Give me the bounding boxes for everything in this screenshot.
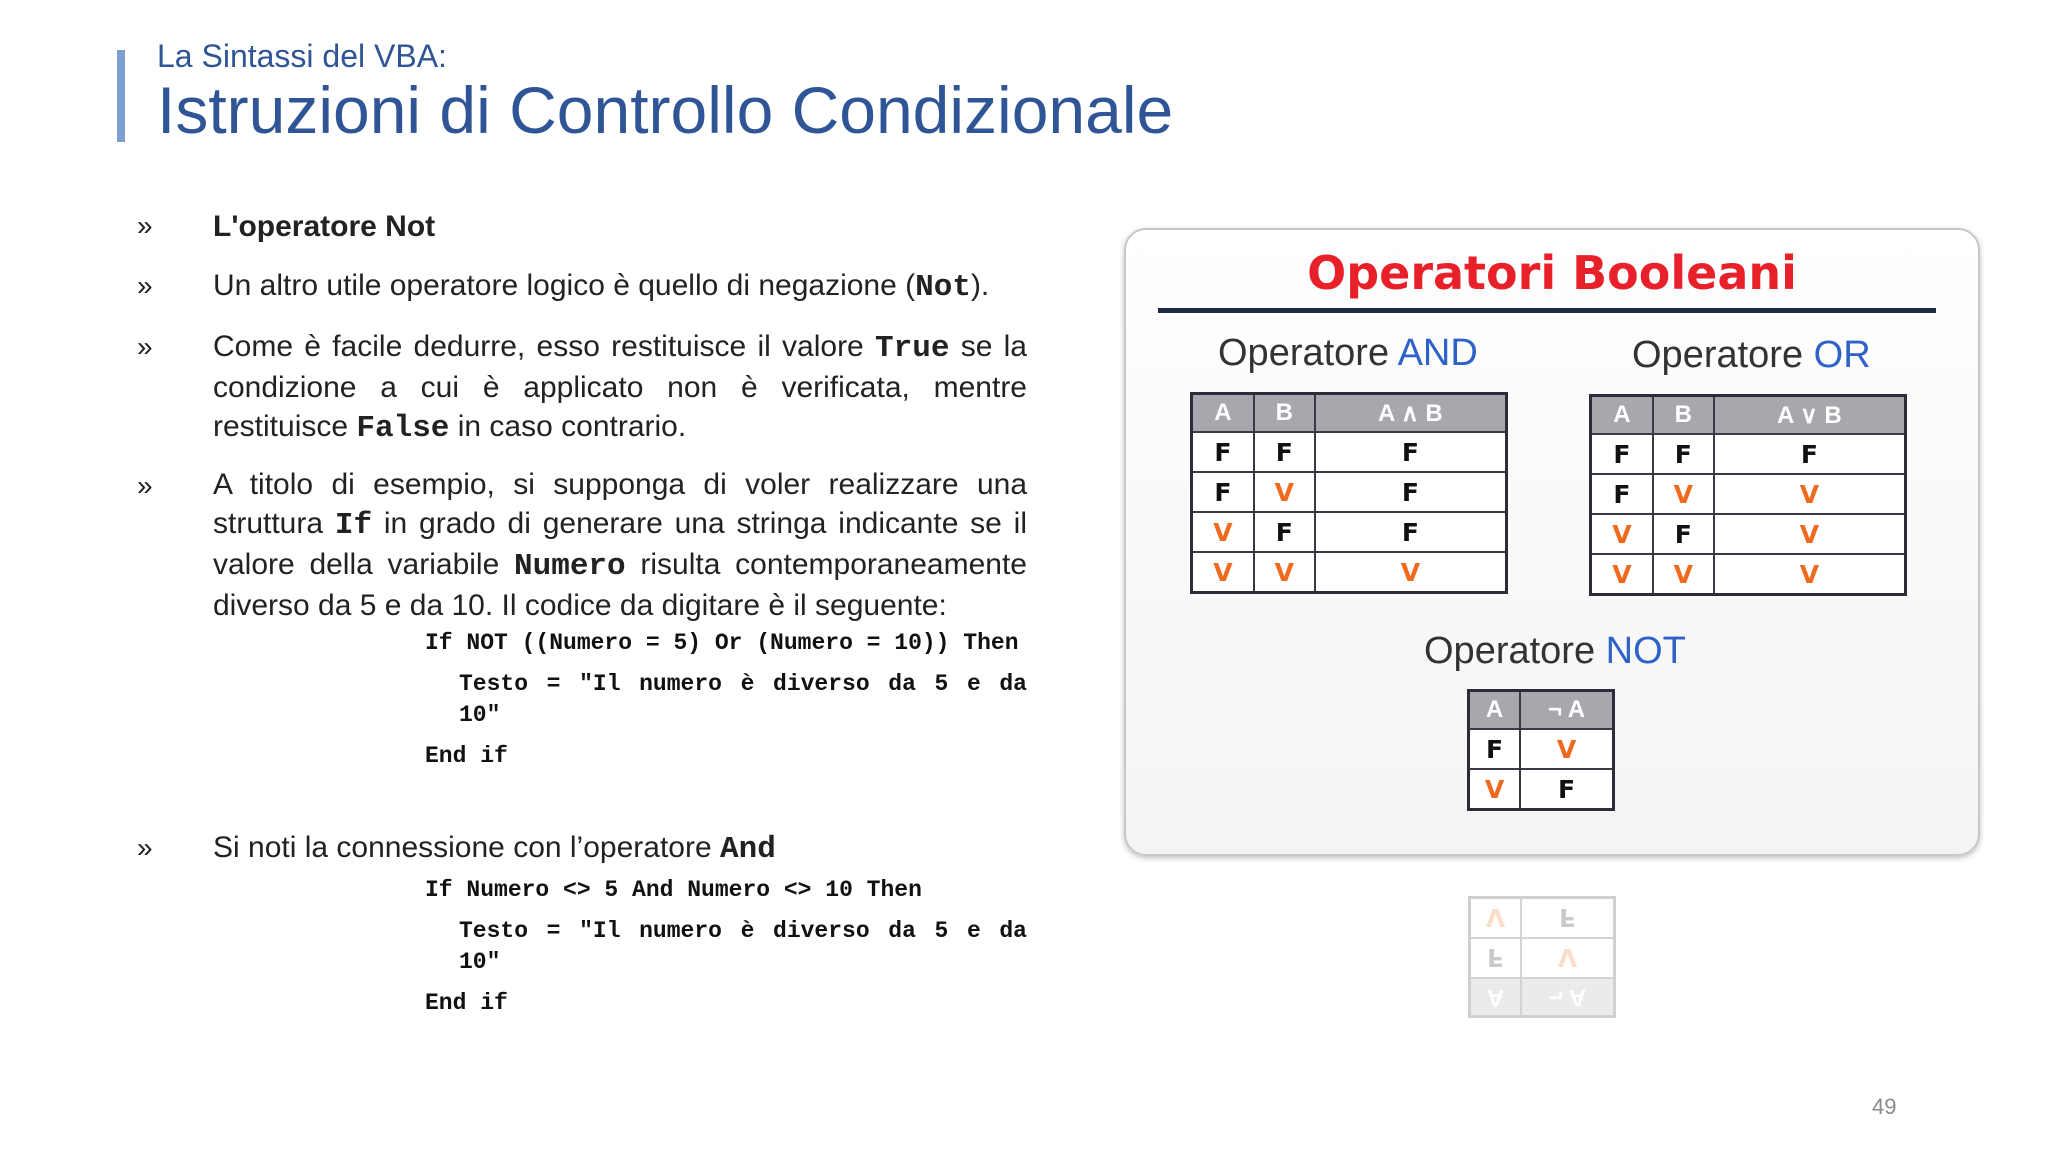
truth-table-header: ¬ A — [1521, 978, 1614, 1017]
truth-table-cell: V — [1591, 514, 1653, 554]
truth-table-cell: V — [1192, 512, 1254, 552]
label-keyword: AND — [1397, 332, 1478, 374]
code-line: Testo = "Il numero è diverso da 5 e da 10" — [459, 918, 1027, 975]
truth-table-cell: V — [1192, 552, 1254, 593]
truth-table-cell: V — [1714, 554, 1906, 595]
bullet-example — [213, 465, 1027, 625]
keyword-false: False — [356, 411, 450, 446]
bullet-not-intro — [213, 266, 1027, 307]
truth-table-cell: F — [1315, 432, 1507, 472]
bullet-marker: » — [137, 270, 153, 301]
bullet-marker: » — [137, 210, 153, 241]
truth-table-cell: V — [1254, 552, 1315, 593]
and-operator-label — [1218, 332, 1478, 375]
reflected-truth-table — [1468, 896, 1616, 1018]
truth-table-cell: V — [1591, 554, 1653, 595]
truth-table-cell: F — [1653, 434, 1714, 474]
keyword-not: Not — [915, 270, 971, 305]
truth-table-header-row — [1192, 394, 1507, 433]
heading-text: L'operatore Not — [213, 210, 436, 243]
truth-table-header: B — [1254, 394, 1315, 433]
truth-table-row — [1469, 769, 1614, 810]
truth-table-cell: F — [1315, 512, 1507, 552]
truth-table-cell: F — [1254, 512, 1315, 552]
bullet-marker: » — [137, 331, 153, 362]
figure-divider — [1158, 308, 1936, 313]
truth-table-cell: V — [1714, 514, 1906, 554]
truth-table-row — [1591, 514, 1906, 554]
label-keyword: OR — [1813, 334, 1871, 376]
truth-table-cell: V — [1470, 898, 1522, 939]
bullet-and-connection — [213, 828, 1027, 869]
code-block-not — [425, 628, 1027, 772]
bullet-marker: » — [137, 470, 153, 501]
truth-table-header: A ∧ B — [1315, 394, 1507, 433]
truth-table-cell: F — [1714, 434, 1906, 474]
truth-table-row — [1591, 434, 1906, 474]
truth-table-cell: V — [1520, 729, 1613, 769]
truth-table-cell: F — [1192, 472, 1254, 512]
truth-table-cell: V — [1315, 552, 1507, 593]
page-number: 49 — [1872, 1094, 1897, 1119]
label-text: Operatore — [1632, 334, 1814, 376]
truth-table-row — [1192, 432, 1507, 472]
figure-title: Operatori Booleani — [1307, 246, 1797, 300]
keyword-and: And — [719, 832, 776, 867]
truth-table-cell: F — [1591, 434, 1653, 474]
code-line: End if — [425, 743, 508, 769]
title-accent-bar — [117, 50, 125, 142]
truth-table-cell: F — [1653, 514, 1714, 554]
truth-table-cell: V — [1254, 472, 1315, 512]
keyword-true: True — [875, 331, 950, 366]
slide-title: Istruzioni di Controllo Condizionale — [157, 73, 1174, 147]
not-operator-label — [1424, 630, 1686, 673]
truth-table-cell: F — [1521, 898, 1614, 939]
keyword-numero: Numero — [514, 549, 626, 584]
truth-table-header: A ∨ B — [1714, 396, 1906, 435]
label-keyword: NOT — [1605, 630, 1686, 672]
text-run: in caso contrario. — [449, 410, 687, 443]
boolean-operators-figure — [1124, 228, 1980, 856]
not-truth-table — [1467, 689, 1615, 811]
truth-table-cell: F — [1315, 472, 1507, 512]
truth-table-cell: F — [1520, 769, 1613, 810]
truth-table-header: A — [1591, 396, 1653, 435]
truth-table-row — [1192, 552, 1507, 593]
bullet-not-explanation — [213, 327, 1027, 448]
or-truth-table — [1589, 394, 1907, 596]
truth-table-row — [1591, 554, 1906, 595]
text-run: Un altro utile operatore logico è quello di negazione ( — [213, 269, 916, 302]
truth-table-header: A — [1192, 394, 1254, 433]
truth-table-cell: F — [1470, 938, 1522, 978]
text-run: A titolo di esempio, si supponga di voler realizzare una struttura — [213, 468, 1027, 540]
bullet-marker: » — [137, 832, 153, 863]
truth-table-cell: F — [1254, 432, 1315, 472]
text-run: risulta contemporaneamente diverso da 5 e da 10. Il codice da digitare è il seguente: — [213, 548, 1027, 622]
truth-table-cell: V — [1653, 474, 1714, 514]
truth-table-row — [1591, 474, 1906, 514]
truth-table-row — [1470, 898, 1615, 939]
truth-table-row — [1470, 938, 1615, 978]
truth-table-header-row — [1469, 691, 1614, 730]
truth-table-header-row — [1470, 978, 1615, 1017]
code-line: End if — [425, 990, 508, 1016]
truth-table-cell: V — [1714, 474, 1906, 514]
truth-table-header: A — [1469, 691, 1521, 730]
keyword-if: If — [334, 508, 373, 543]
label-text: Operatore — [1218, 332, 1398, 374]
truth-table-cell: V — [1521, 938, 1614, 978]
or-operator-label — [1632, 334, 1871, 377]
truth-table-row — [1192, 472, 1507, 512]
truth-table-header: ¬ A — [1520, 691, 1613, 730]
text-run: Si noti la connessione con l’operatore — [213, 831, 720, 864]
truth-table-header: A — [1470, 978, 1522, 1017]
not-table-reflection — [1468, 896, 1616, 1011]
text-run: ). — [970, 269, 990, 302]
truth-table-header-row — [1591, 396, 1906, 435]
bullet-not-heading — [213, 207, 1027, 246]
truth-table-header: B — [1653, 396, 1714, 435]
code-line: If NOT ((Numero = 5) Or (Numero = 10)) Then — [425, 630, 1019, 656]
truth-table-cell: V — [1469, 769, 1521, 810]
text-run: se la condizione a cui è applicato non è verificata, mentre restituisce — [213, 330, 1027, 443]
label-text: Operatore — [1424, 630, 1606, 672]
truth-table-cell: F — [1591, 474, 1653, 514]
text-run: in grado di generare una stringa indicante se il valore della variabile — [213, 507, 1027, 581]
truth-table-cell: V — [1653, 554, 1714, 595]
and-truth-table — [1190, 392, 1508, 594]
truth-table-cell: F — [1192, 432, 1254, 472]
code-block-and — [425, 875, 1027, 1019]
code-line: If Numero <> 5 And Numero <> 10 Then — [425, 877, 922, 903]
code-line: Testo = "Il numero è diverso da 5 e da 10" — [459, 671, 1027, 728]
truth-table-cell: F — [1469, 729, 1521, 769]
truth-table-row — [1192, 512, 1507, 552]
text-run: Come è facile dedurre, esso restituisce il valore — [213, 330, 876, 363]
truth-table-row — [1469, 729, 1614, 769]
slide-subtitle: La Sintassi del VBA: — [157, 38, 447, 74]
